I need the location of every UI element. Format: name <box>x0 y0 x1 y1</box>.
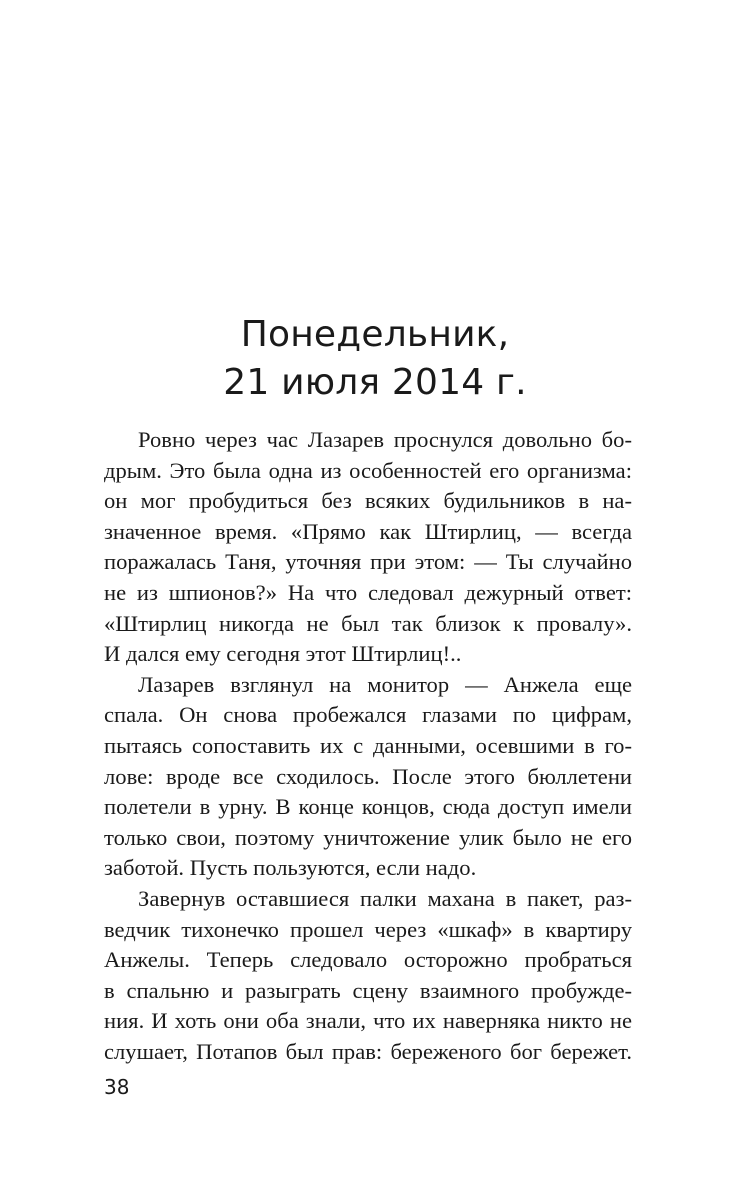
text-line: слушает, Потапов был прав: береженого бог бережет. <box>104 1038 632 1064</box>
text-line: ведчик тихонечко прошел через «шкаф» в квартиру <box>104 916 632 942</box>
text-line: пытаясь сопоставить их с данными, осевшими в го- <box>104 732 632 758</box>
text-line: спала. Он снова пробежался глазами по цифрам, <box>104 702 632 728</box>
text-line: заботой. Пусть пользуются, если надо. <box>104 855 477 881</box>
text-line: в спальню и разыграть сцену взаимного пробужде- <box>104 977 632 1003</box>
text-line: ния. И хоть они оба знали, что их наверняка никто не <box>104 1008 632 1034</box>
chapter-title-line-1: Понедельник, <box>240 314 510 356</box>
chapter-title <box>0 311 750 407</box>
text-line: лове: вроде все сходилось. После этого бюллетени <box>104 763 632 789</box>
text-line: только свои, поэтому уничтожение улик было не его <box>104 824 632 850</box>
text-line: Ровно через час Лазарев проснулся довольно бо- <box>138 427 632 452</box>
text-line: поражалась Таня, уточняя при этом: — Ты случайно <box>104 549 632 575</box>
text-line: Завернув оставшиеся палки махана в пакет, раз- <box>138 885 632 911</box>
text-line: не из шпионов?» На что следовал дежурный ответ: <box>104 579 632 605</box>
text-line: «Штирлиц никогда не был так близок к провалу». <box>104 610 632 636</box>
chapter-title-line-2: 21 июля 2014 г. <box>223 362 527 404</box>
text-line: значенное время. «Прямо как Штирлиц, — всегда <box>104 518 632 544</box>
text-line: дрым. Это была одна из особенностей его организма: <box>104 457 632 483</box>
body-text <box>104 425 632 1067</box>
page-number: 38 <box>104 1075 130 1099</box>
text-line: Лазарев взглянул на монитор — Анжела еще <box>138 671 632 697</box>
text-line: полетели в урну. В конце концов, сюда доступ имели <box>104 794 632 820</box>
text-line: Анжелы. Теперь следовало осторожно пробраться <box>104 947 632 973</box>
text-line: он мог пробудиться без всяких будильников в на- <box>104 488 632 514</box>
text-line: И дался ему сегодня этот Штирлиц!.. <box>104 641 462 667</box>
